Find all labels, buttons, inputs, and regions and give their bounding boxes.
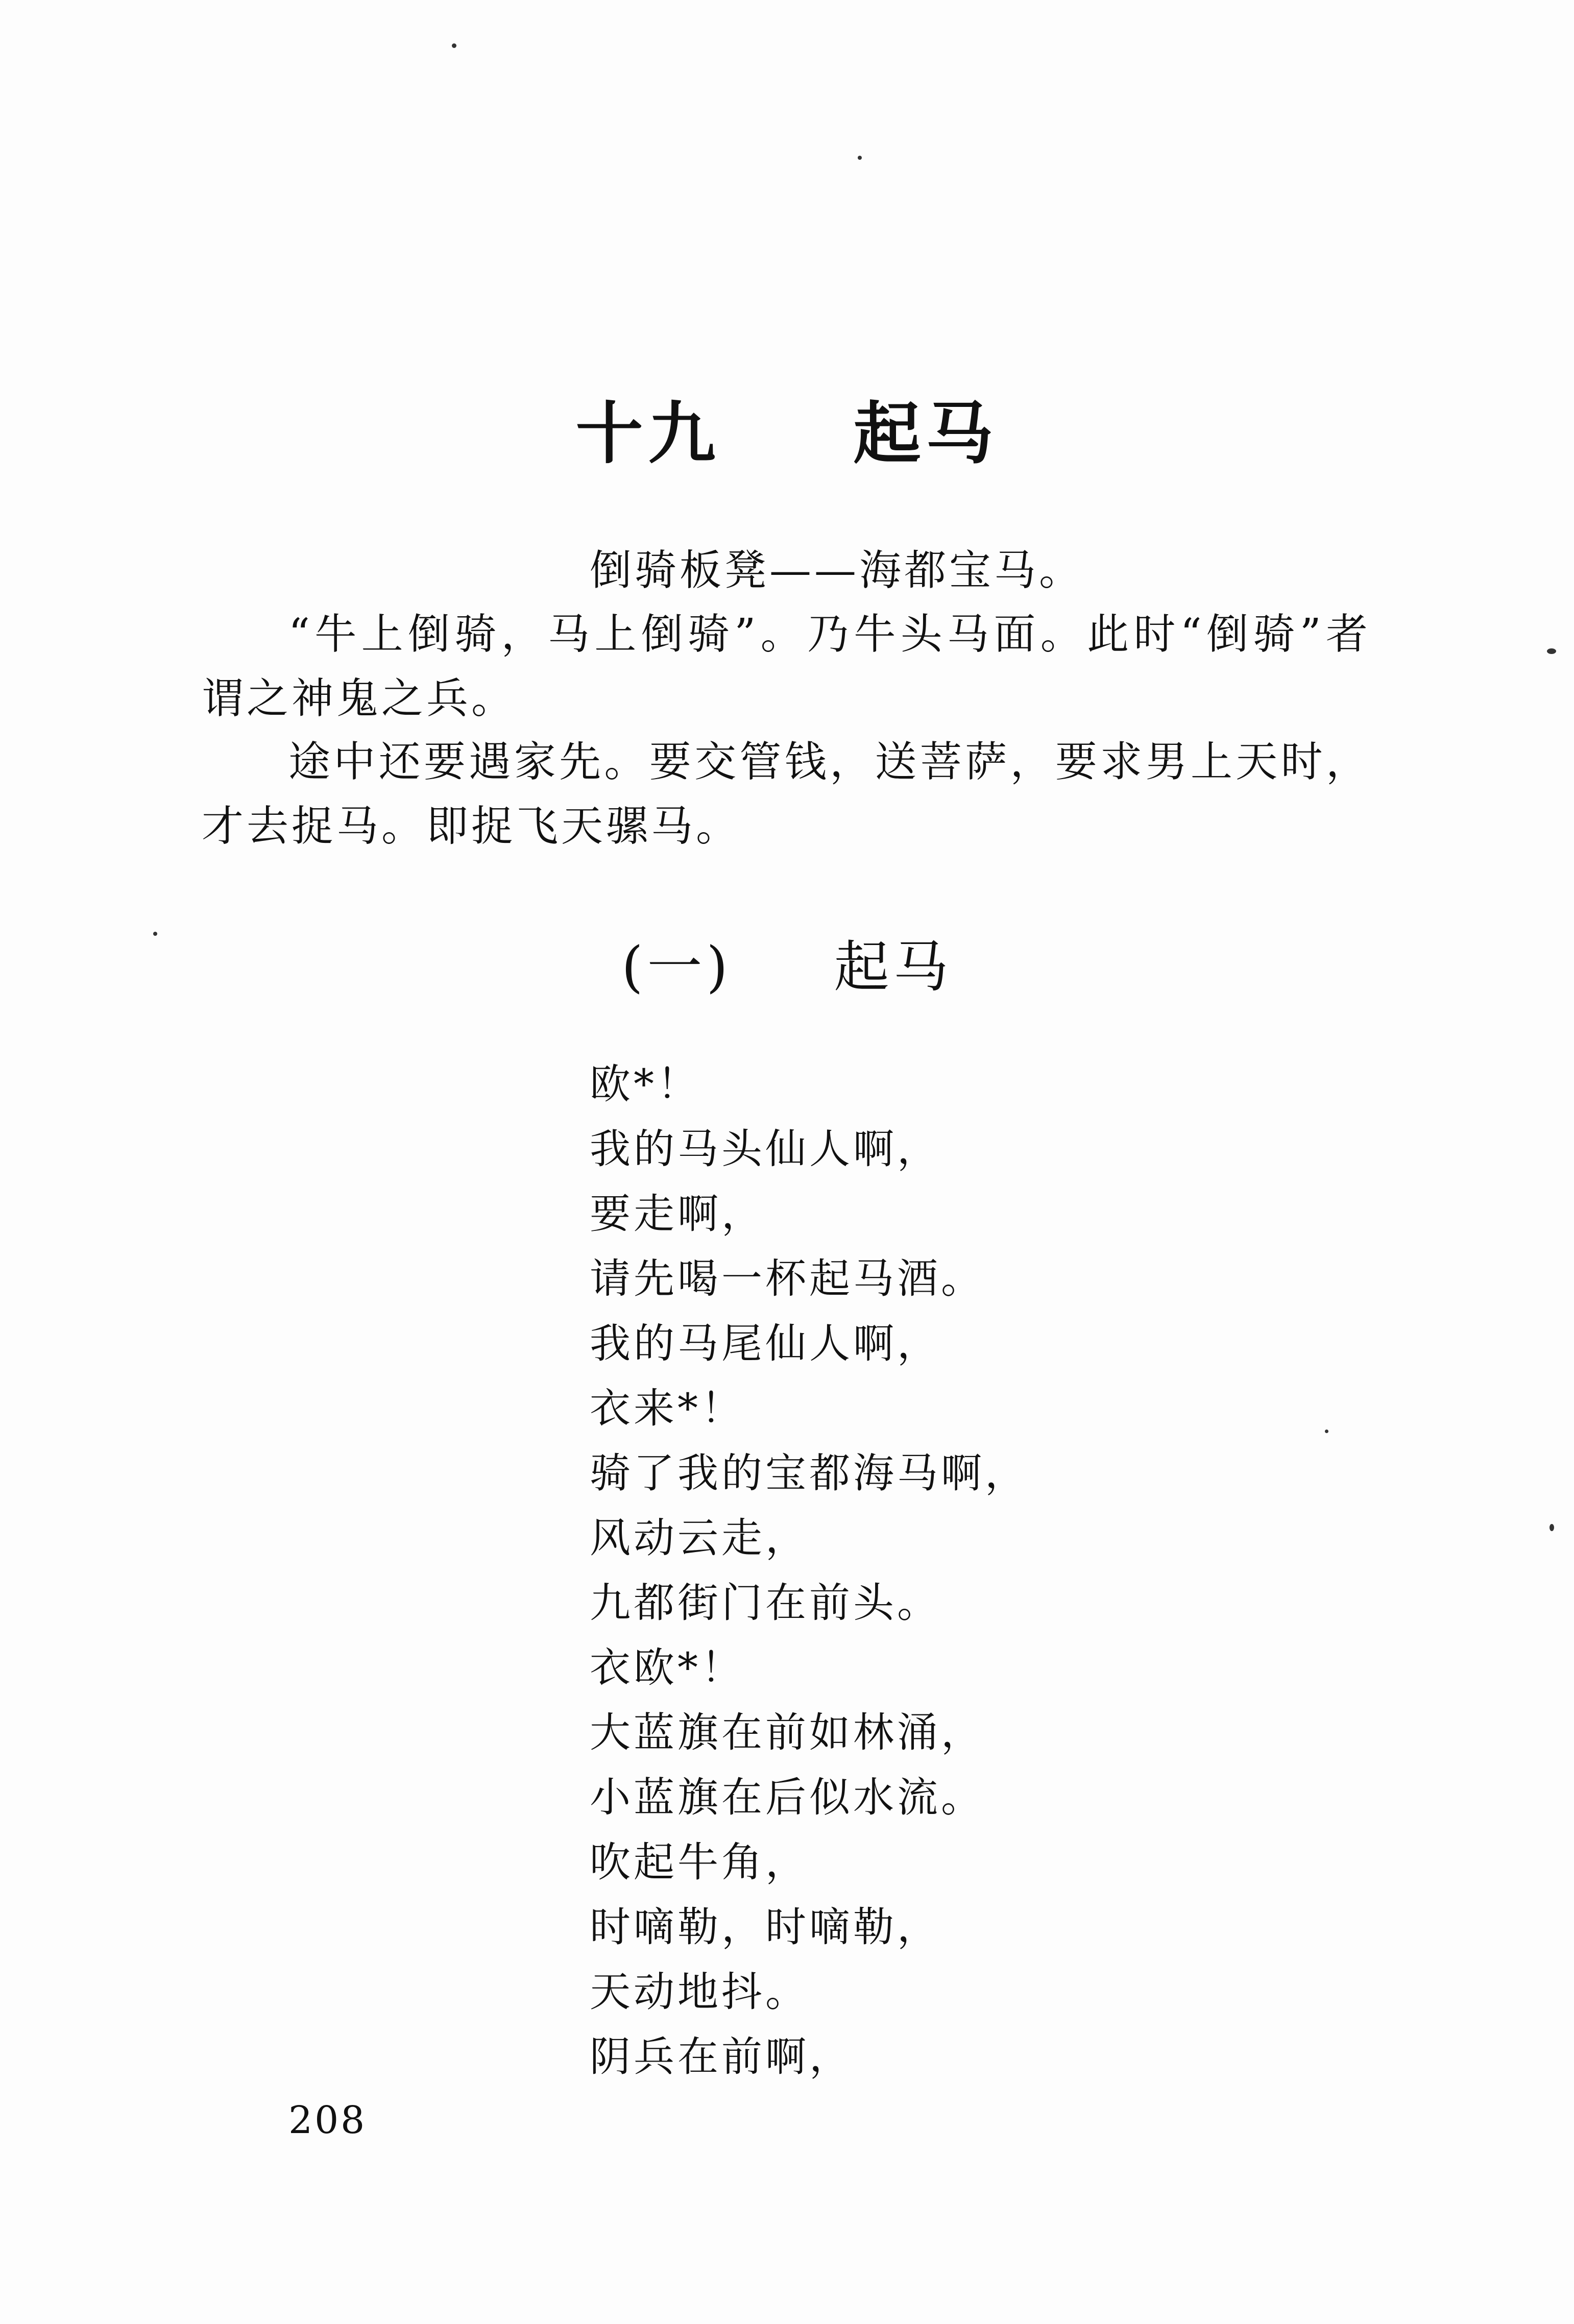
poem-line: 阴兵在前啊， [590, 2033, 853, 2080]
poem-line: 骑了我的宝都海马啊， [590, 1449, 1029, 1497]
poem-line: 衣欧*！ [590, 1644, 745, 1691]
poem-line: 衣来*！ [590, 1385, 745, 1432]
scan-speck [1547, 648, 1556, 654]
chapter-title [0, 388, 1574, 480]
poem-line: 风动云走， [590, 1514, 809, 1562]
scan-speck [1549, 1524, 1554, 1531]
section-number: (一) [621, 935, 732, 999]
poem-line: 我的马头仙人啊， [590, 1125, 941, 1173]
intro-paragraph-3 [202, 730, 1371, 859]
section-name: 起马 [834, 935, 953, 999]
scan-speck [452, 43, 456, 48]
poem-line: 我的马尾仙人啊， [590, 1320, 941, 1367]
intro-paragraph-2 [202, 602, 1371, 731]
intro-text: 途中还要遇家先。要交管钱，送菩萨，要求男上天时，才去捉马。即捉飞天骡马。 [202, 738, 1371, 851]
scan-speck [153, 932, 157, 936]
poem-line: 欧*！ [590, 1060, 701, 1108]
poem-line: 小蓝旗在后似水流。 [590, 1774, 985, 1821]
page-number: 208 [288, 2098, 367, 2142]
poem-line: 时嘀勒，时嘀勒， [590, 1903, 941, 1951]
chapter-number: 十九 [575, 395, 721, 473]
poem-line: 吹起牛角， [590, 1838, 809, 1886]
poem-line: 请先喝一杯起马酒。 [590, 1255, 985, 1302]
poem [590, 1052, 1458, 2089]
poem-line: 要走啊， [590, 1190, 765, 1238]
chapter-name: 起马 [853, 395, 999, 473]
poem-line: 九都街门在前头。 [590, 1579, 941, 1627]
section-title [0, 932, 1574, 1003]
intro-text: “牛上倒骑，马上倒骑”。乃牛头马面。此时“倒骑”者谓之神鬼之兵。 [202, 610, 1371, 723]
scan-speck [1325, 1430, 1328, 1433]
intro-paragraph-1 [202, 539, 1371, 603]
poem-line: 天动地抖。 [590, 1968, 809, 2016]
poem-line: 大蓝旗在前如林涌， [590, 1709, 985, 1756]
intro-text: 倒骑板凳——海都宝马。 [590, 546, 1084, 595]
scan-speck [858, 156, 862, 160]
